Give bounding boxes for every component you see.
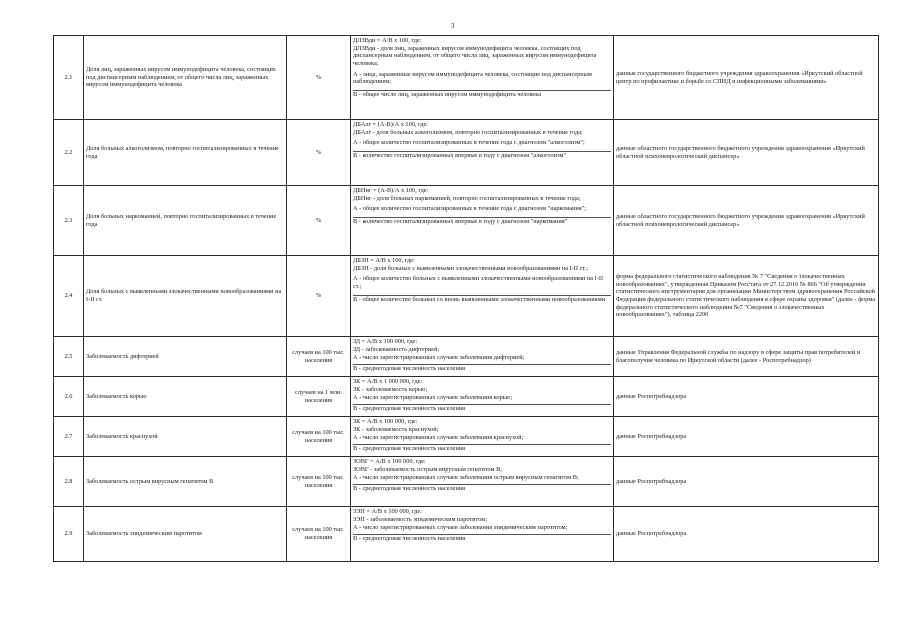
formula-line: А - число зарегистрированных случаев заболевания краснухой; bbox=[353, 434, 524, 442]
formula-line: А - число зарегистрированных случаев заболевания эпидемическим паротитом; bbox=[353, 524, 568, 532]
unit-of-measure: % bbox=[287, 36, 351, 120]
formula-line: ЗД = А/В х 100 000, где: bbox=[353, 338, 418, 345]
formula-line: ДБАлг = (А-В)/А х 100, где: bbox=[353, 121, 429, 128]
formula-line: ДБНнг - доля больных наркоманией, повторно госпитализированных в течение года; bbox=[353, 194, 581, 202]
indicator-name: Заболеваемость эпидемическим паротитом bbox=[84, 507, 287, 562]
data-source: данные областного государственного бюджетного учреждения здравоохранения «Иркутский областной психоневрологический диспансер» bbox=[614, 186, 879, 256]
indicator-name: Заболеваемость краснухой bbox=[84, 417, 287, 457]
data-source: данные Роспотребнадзора bbox=[614, 507, 879, 562]
formula-line: В - среднегодовая численность населения bbox=[353, 444, 611, 453]
row-number: 2.8 bbox=[54, 457, 84, 507]
formula-line: В - количество госпитализированных впервые в году с диагнозом "алкоголизм" bbox=[353, 151, 611, 160]
calculation-formula bbox=[351, 186, 614, 256]
formula-line: ЗОВГ = А/В х 100 000, где: bbox=[353, 458, 426, 465]
calculation-formula bbox=[351, 120, 614, 186]
formula-line: ЗОВГ - заболеваемость острым вирусным гепатитом В; bbox=[353, 465, 503, 473]
data-source: данные Роспотребнадзора bbox=[614, 417, 879, 457]
unit-of-measure: случаев на 100 тыс. населения bbox=[287, 457, 351, 507]
formula-line: ЗД - заболеваемость дифтерией; bbox=[353, 345, 440, 353]
row-number: 2.9 bbox=[54, 507, 84, 562]
table-row bbox=[54, 507, 879, 562]
formula-line: А - лица, зараженные вирусом иммунодефицита человека, состоящие под диспансерным наблюдением; bbox=[353, 70, 592, 86]
unit-of-measure: % bbox=[287, 256, 351, 337]
indicator-name: Доля больных алкоголизмом, повторно госпитализированных в течение года bbox=[84, 120, 287, 186]
formula-line: В - количество госпитализированных впервые в году с диагнозом "наркомания" bbox=[353, 217, 611, 226]
formula-line: ДБЗН = А/В х 100, где: bbox=[353, 257, 415, 264]
calculation-formula bbox=[351, 507, 614, 562]
formula-line: А - общее количество больных с выявленными злокачественными новообразованиями на I-II ст.; bbox=[353, 275, 604, 291]
indicators-table bbox=[53, 35, 879, 562]
table-row bbox=[54, 337, 879, 377]
row-number: 2.5 bbox=[54, 337, 84, 377]
calculation-formula bbox=[351, 36, 614, 120]
table-row bbox=[54, 36, 879, 120]
formula-line: ДЛЗВди - доля лиц, зараженных вирусом иммунодефицита человека, состоящих под диспансерным наблюдением, от общего числа лиц, зараженных вирусом иммунодефицита человека; bbox=[353, 44, 597, 68]
formula-line: ДБНнг = (А-В)/А х 100, где: bbox=[353, 187, 429, 194]
table-row bbox=[54, 457, 879, 507]
calculation-formula bbox=[351, 337, 614, 377]
formula-line: В - среднегодовая численность населения bbox=[353, 404, 611, 413]
unit-of-measure: % bbox=[287, 186, 351, 256]
table-row bbox=[54, 120, 879, 186]
formula-line: А - число зарегистрированных случаев заболевания корью; bbox=[353, 394, 513, 402]
indicator-name: Заболеваемость корью bbox=[84, 377, 287, 417]
formula-line: ЗЭП - заболеваемость эпидемическим паротитом; bbox=[353, 515, 487, 523]
row-number: 2.1 bbox=[54, 36, 84, 120]
formula-line: ЗК = А/В х 100 000, где: bbox=[353, 418, 418, 425]
data-source: данные Управления Федеральной службы по надзору в сфере защиты прав потребителей и благополучия человека по Иркутской области (далее - Роспотребнадзор) bbox=[614, 337, 879, 377]
calculation-formula bbox=[351, 457, 614, 507]
data-source: данные государственного бюджетного учреждения здравоохранения «Иркутский областной центр по профилактике и борьбе со СПИД и инфекционными заболеваниями» bbox=[614, 36, 879, 120]
formula-line: ЗК - заболеваемость краснухой; bbox=[353, 425, 439, 433]
data-source: форма федерального статистического наблюдения № 7 "Сведения о злокачественных новообразованиях", утвержденная Приказом Росстата от 27.12.2016 № 866 "Об утверждении статистического инструментария для организации Министерством здравоохранения Российской Федерации федерального статистического наблюдения в сфере охраны здоровья" (далее - форма федерального статистического наблюдения №7 "Сведения о злокачественных новообразованиях"), таблица 2200 bbox=[614, 256, 879, 337]
table-row bbox=[54, 377, 879, 417]
formula-line: А - число зарегистрированных случаев заболевания дифтерией; bbox=[353, 354, 525, 362]
formula-line: ЗЭП = А/В х 100 000, где: bbox=[353, 508, 422, 515]
formula-line: В - среднегодовая численность населения bbox=[353, 534, 611, 543]
row-number: 2.6 bbox=[54, 377, 84, 417]
formula-line: А - общее количество госпитализированных в течение года с диагнозом "наркомания"; bbox=[353, 205, 586, 213]
unit-of-measure: случаев на 1 млн. населения bbox=[287, 377, 351, 417]
row-number: 2.2 bbox=[54, 120, 84, 186]
unit-of-measure: случаев на 100 тыс. населения bbox=[287, 507, 351, 562]
calculation-formula bbox=[351, 417, 614, 457]
formula-line: ДЛЗВди = А/В х 100, где: bbox=[353, 37, 422, 44]
formula-line: ДБАлг - доля больных алкоголизмом, повторно госпитализированных в течение года; bbox=[353, 128, 583, 136]
unit-of-measure: случаев на 100 тыс. населения bbox=[287, 417, 351, 457]
formula-line: А - общее количество госпитализированных в течение года с диагнозом "алкоголизм"; bbox=[353, 139, 585, 147]
indicator-name: Заболеваемость дифтерией bbox=[84, 337, 287, 377]
formula-line: А - число зарегистрированных случаев заболевания острым вирусным гепатитом В; bbox=[353, 474, 579, 482]
table-row bbox=[54, 256, 879, 337]
indicator-name: Доля больных с выявленными злокачественными новообразованиями на I-II ст. bbox=[84, 256, 287, 337]
row-number: 2.4 bbox=[54, 256, 84, 337]
row-number: 2.7 bbox=[54, 417, 84, 457]
unit-of-measure: % bbox=[287, 120, 351, 186]
formula-line: В - среднегодовая численность населения bbox=[353, 484, 611, 493]
formula-line: ЗК - заболеваемость корью; bbox=[353, 385, 428, 393]
calculation-formula bbox=[351, 256, 614, 337]
indicator-name: Заболеваемость острым вирусным гепатитом В bbox=[84, 457, 287, 507]
unit-of-measure: случаев на 100 тыс. населения bbox=[287, 337, 351, 377]
formula-line: В - общее количество больных со вновь выявленными злокачественными новообразованиями bbox=[353, 295, 611, 304]
table-row bbox=[54, 417, 879, 457]
indicator-name: Доля больных наркоманией, повторно госпитализированных в течение года bbox=[84, 186, 287, 256]
indicator-name: Доля лиц, зараженных вирусом иммунодефицита человека, состоящих под диспансерным наблюдением, от общего числа лиц, зараженных вирусом иммунодефицита человека bbox=[84, 36, 287, 120]
table-row bbox=[54, 186, 879, 256]
data-source: данные Роспотребнадзора bbox=[614, 457, 879, 507]
formula-line: В - общее число лиц, зараженных вирусом иммунодефицита человека bbox=[353, 90, 611, 99]
data-source: данные областного государственного бюджетного учреждения здравоохранения «Иркутский областной психоневрологический диспансер» bbox=[614, 120, 879, 186]
data-source: данные Роспотребнадзора bbox=[614, 377, 879, 417]
formula-line: ЗК = А/В х 1 000 000, где: bbox=[353, 378, 423, 385]
row-number: 2.3 bbox=[54, 186, 84, 256]
formula-line: В - среднегодовая численность населения bbox=[353, 364, 611, 373]
calculation-formula bbox=[351, 377, 614, 417]
formula-line: ДБЗН - доля больных с выявленными злокачественными новообразованиями на I-II ст.; bbox=[353, 264, 588, 272]
page-number: 3 bbox=[451, 22, 455, 30]
